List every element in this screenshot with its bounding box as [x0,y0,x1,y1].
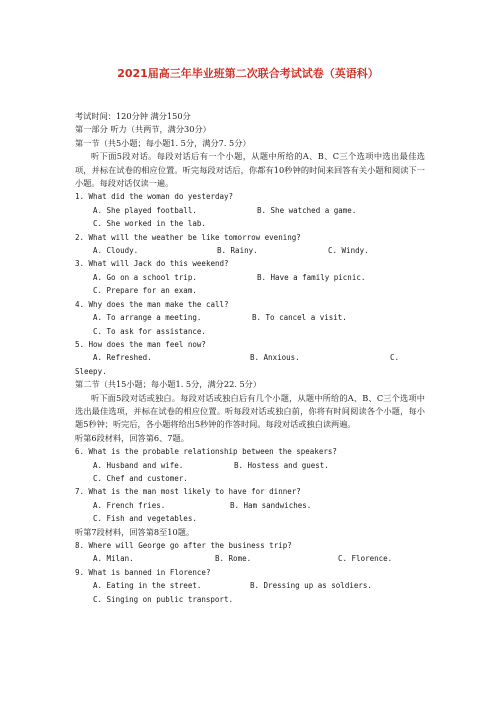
section2-heading: 第二节（共15小题；每小题1. 5分，满分22. 5分） [75,379,262,390]
q1-option-b: B. She watched a game. [257,205,357,215]
q3-option-a: A. Go on a school trip. [93,272,197,282]
part1-heading: 第一部分 听力（共两节，满分30分） [75,124,211,135]
q2-option-c: C. Windy. [328,246,369,256]
question-9-stem: 9. What is banned in Florence? [75,567,211,577]
q7-option-c: C. Fish and vegetables. [93,514,197,524]
q4-option-b: B. To cancel a visit. [252,313,347,323]
question-7-stem: 7. What is the man most likely to have for dinner? [75,487,301,497]
question-5-stem: 5. How does the man feel now? [75,339,206,349]
question-5-options [75,351,425,364]
question-9-options [75,579,425,592]
section1-heading: 第一节（共5小题；每小题1. 5分，满分7. 5分） [75,137,251,148]
exam-content [75,110,425,606]
q4-option-c: C. To ask for assistance. [93,326,206,336]
question-3-stem: 3. What will Jack do this weekend? [75,259,229,269]
q3-option-b: B. Have a family picnic. [257,272,366,282]
q4-option-a: A. To arrange a meeting. [93,313,202,323]
q1-option-a: A. She played football. [93,205,197,215]
section2-instructions: 听下面5段对话或独白。每段对话或独白后有几个小题，从题中所给的A、B、C三个选项中选出最佳选项，并标在试卷的相应位置。听每段对话或独白前，你将有时间阅读各个小题，每小题5秒钟；听完后，各小题将给出5秒钟的作答时间。每段对话或独白读两遍。 [75,392,425,430]
exam-title: 2021届高三年毕业班第二次联合考试试卷（英语科） [117,67,379,80]
q6-option-a: A. Husband and wife. [93,460,184,470]
exam-info: 考试时间：120分钟 满分150分 [75,111,191,121]
question-1-stem: 1. What did the woman do yesterday? [75,192,234,202]
question-6-options [75,459,425,472]
material-7-note: 听第7段材料，回答第8至10题。 [75,526,195,537]
q7-option-b: B. Ham sandwiches. [230,500,312,510]
q5-option-c: C. [390,353,400,363]
q8-option-b: B. Rome. [215,554,252,564]
q5-option-c-text: Sleepy. [75,366,107,376]
question-3-options [75,271,425,284]
q9-option-a: A. Eating in the street. [93,581,202,591]
question-4-options [75,311,425,324]
q6-option-c: C. Chef and customer. [93,473,188,483]
q9-option-b: B. Dressing up as soldiers. [250,581,372,591]
question-2-stem: 2. What will the weather be like tomorrow evening? [75,232,301,242]
q8-option-a: A. Milan. [93,554,134,564]
question-8-options [75,552,425,565]
q7-option-a: A. French fries. [93,500,166,510]
q2-option-a: A. Cloudy. [93,246,139,256]
question-7-options [75,499,425,512]
question-6-stem: 6. What is the probable relationship between the speakers? [75,447,337,457]
question-8-stem: 8. Where will George go after the business trip? [75,541,292,550]
q2-option-b: B. Rainy. [217,246,258,256]
question-4-stem: 4. Why does the man make the call? [75,299,229,309]
question-1-options [75,204,425,217]
question-2-options [75,244,425,257]
q3-option-c: C. Prepare for an exam. [93,286,197,296]
q6-option-b: B. Hostess and guest. [234,460,329,470]
material-6-note: 听第6段材料，回答第6、7题。 [75,432,189,443]
q9-option-c: C. Singing on public transport. [93,594,233,604]
q1-option-c: C. She worked in the lab. [93,219,206,229]
section1-instructions: 听下面5段对话。每段对话后有一个小题，从题中所给的A、B、C三个选项中选出最佳选项，并标在试卷的相应位置。听完每段对话后，你都有10秒钟的时间来回答有关小题和阅读下一小题。每段对话仅读一遍。 [75,151,425,189]
q5-option-a: A. Refreshed. [93,353,152,363]
q5-option-b: B. Anxious. [250,353,300,363]
q8-option-c: C. Florence. [338,554,393,564]
